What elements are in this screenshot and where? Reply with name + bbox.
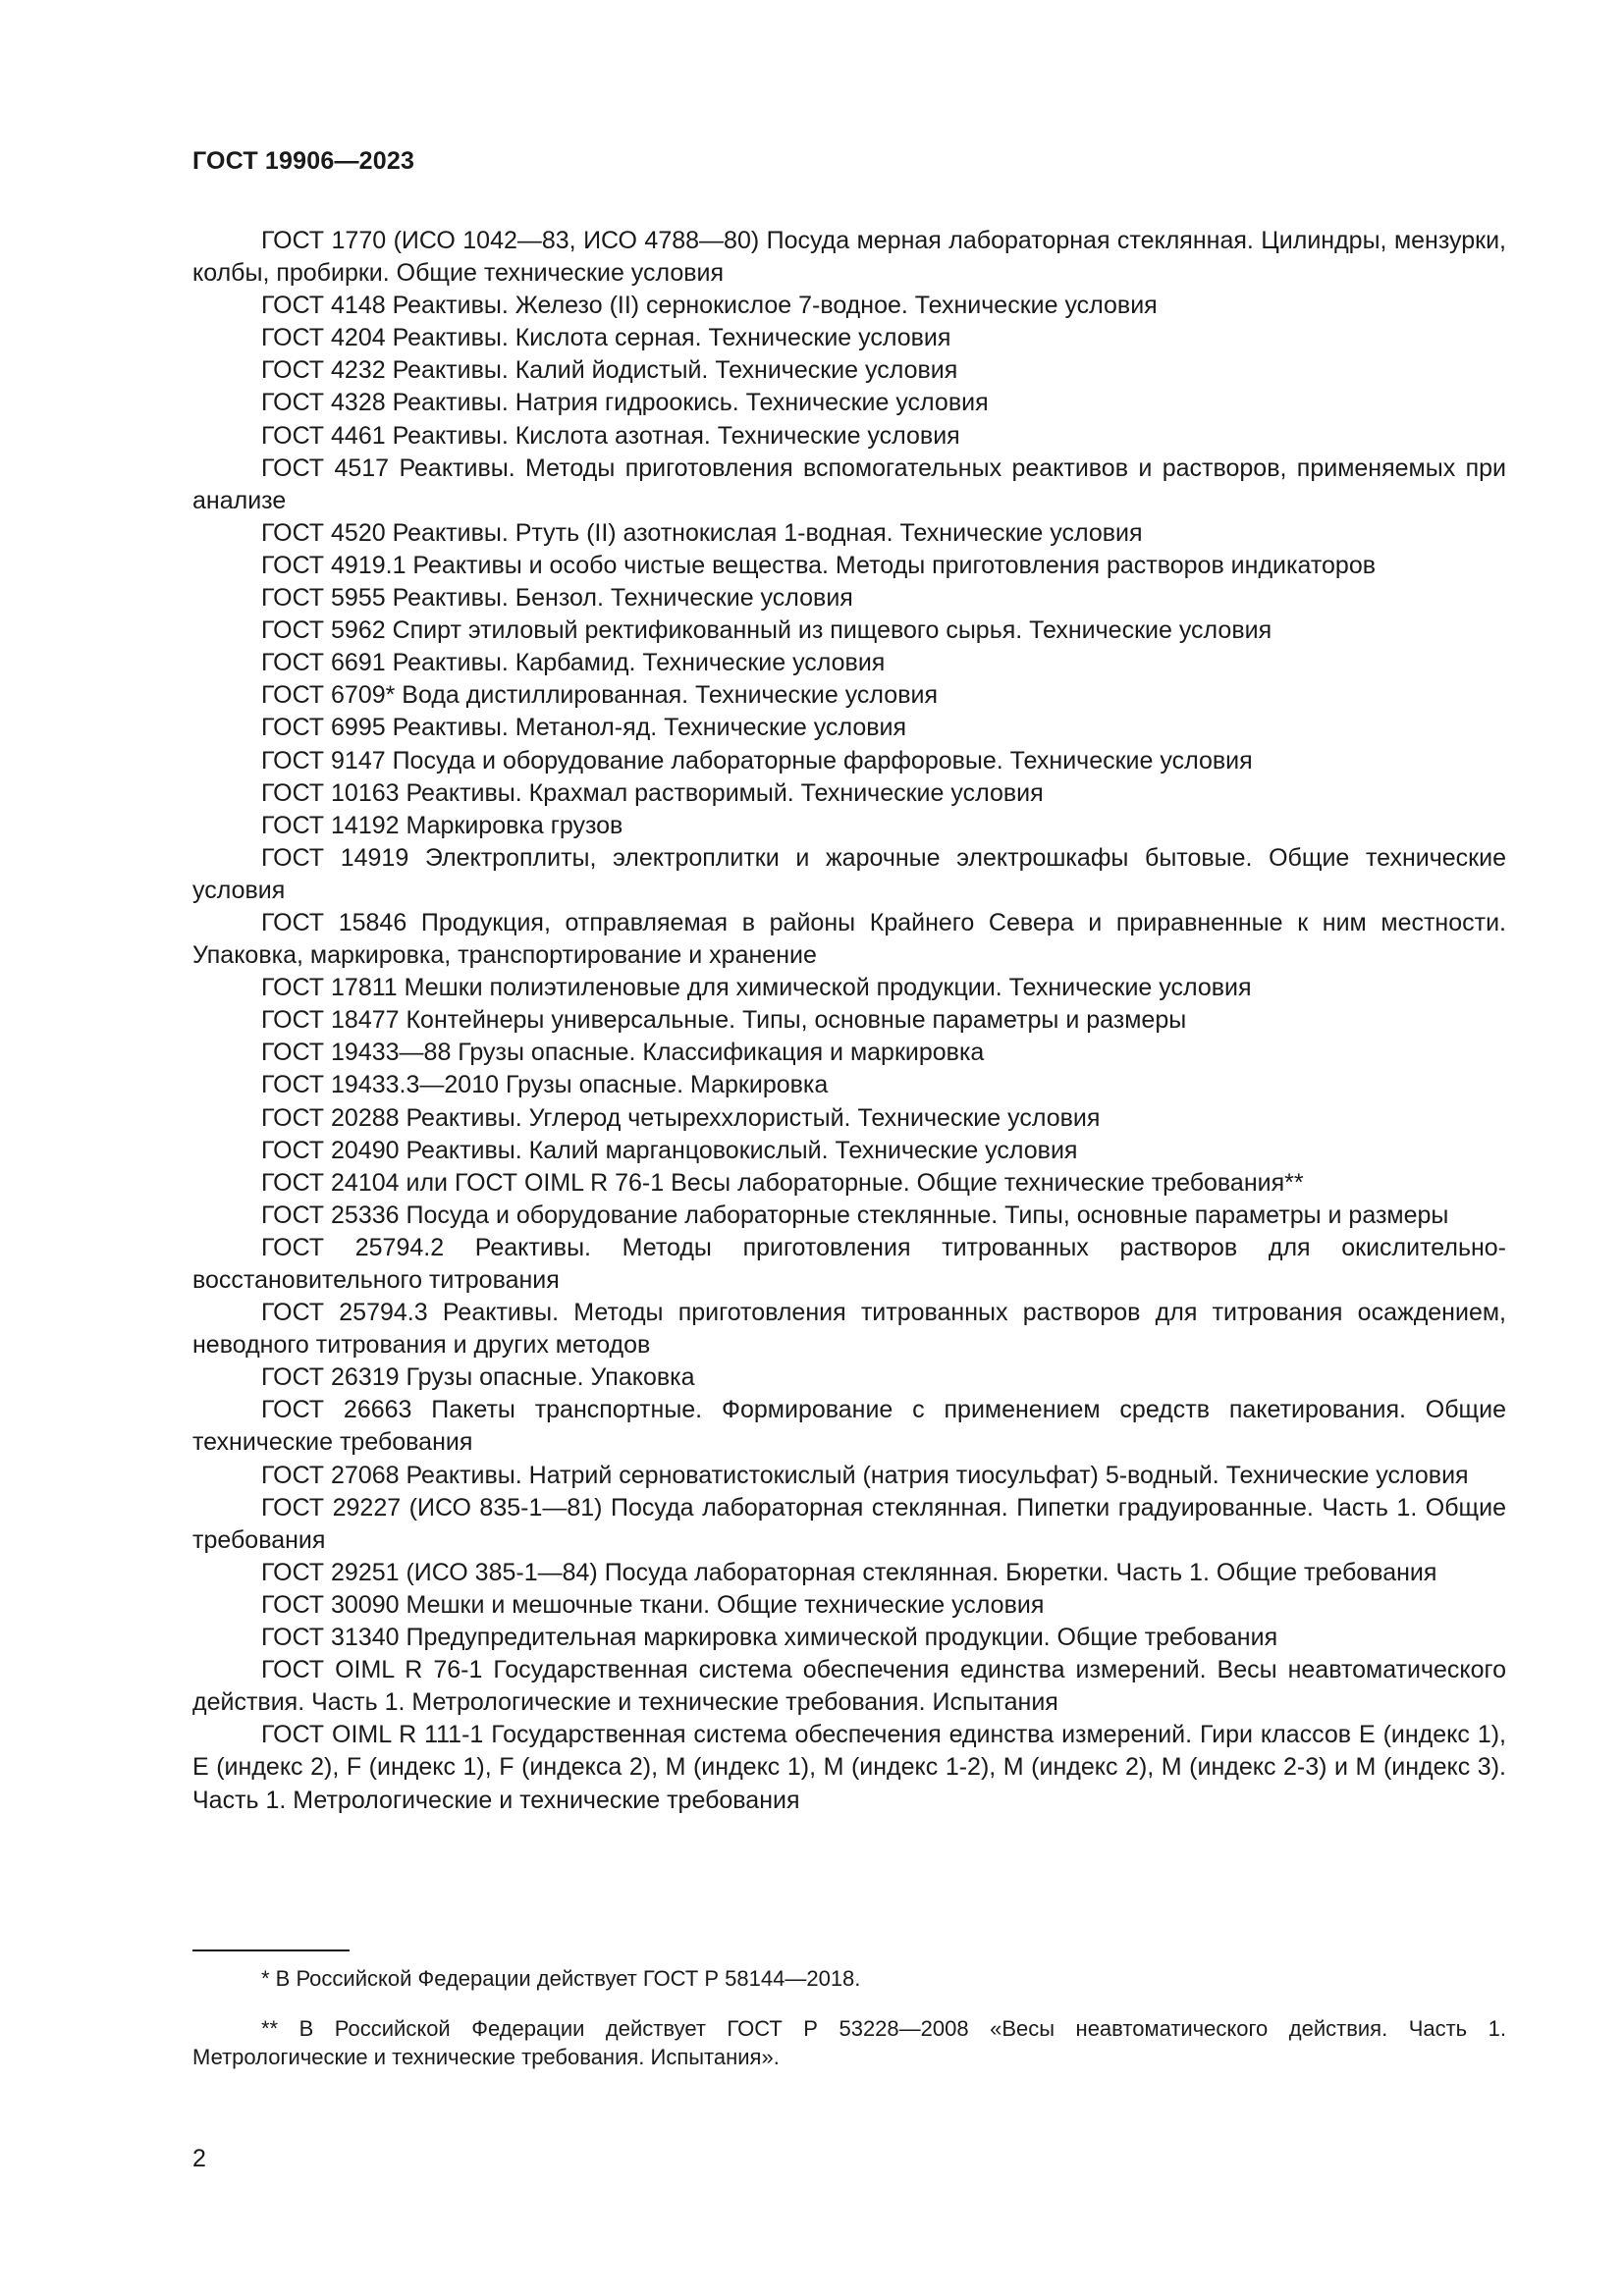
reference-item: ГОСТ 14919 Электроплиты, электроплитки и жарочные электрошкафы бытовые. Общие технические условия	[192, 843, 1506, 904]
reference-item: ГОСТ 20490 Реактивы. Калий марганцовокислый. Технические условия	[261, 1136, 1078, 1164]
reference-item: ГОСТ 4517 Реактивы. Методы приготовления вспомогательных реактивов и растворов, применяемых при анализе	[192, 454, 1506, 514]
footnote-item: ** В Российской Федерации действует ГОСТ Р 53228—2008 «Весы неавтоматического действия. Часть 1. Метрологические и технические требования. Испытания».	[192, 2016, 1506, 2069]
reference-item: ГОСТ 29227 (ИСО 835-1—81) Посуда лабораторная стеклянная. Пипетки градуированные. Часть 1. Общие требования	[192, 1493, 1506, 1554]
reference-item: ГОСТ 29251 (ИСО 385-1—84) Посуда лабораторная стеклянная. Бюретки. Часть 1. Общие требования	[261, 1558, 1437, 1586]
reference-item: ГОСТ 24104 или ГОСТ OIML R 76-1 Весы лабораторные. Общие технические требования**	[261, 1168, 1304, 1197]
reference-item: ГОСТ 6691 Реактивы. Карбамид. Технические условия	[261, 649, 886, 677]
reference-item: ГОСТ 17811 Мешки полиэтиленовые для химической продукции. Технические условия	[261, 974, 1252, 1002]
reference-item: ГОСТ 26319 Грузы опасные. Упаковка	[261, 1363, 695, 1392]
reference-item: ГОСТ 4461 Реактивы. Кислота азотная. Технические условия	[261, 421, 960, 450]
reference-item: ГОСТ 18477 Контейнеры универсальные. Типы, основные параметры и размеры	[261, 1006, 1187, 1035]
document-header: ГОСТ 19906—2023	[192, 147, 415, 175]
reference-item: ГОСТ 25794.2 Реактивы. Методы приготовления титрованных растворов для окислительно-восстановительного титрования	[192, 1233, 1506, 1294]
reference-item: ГОСТ 5962 Спирт этиловый ректификованный из пищевого сырья. Технические условия	[261, 616, 1272, 645]
reference-item: ГОСТ 1770 (ИСО 1042—83, ИСО 4788—80) Посуда мерная лабораторная стеклянная. Цилиндры, мензурки, колбы, пробирки. Общие технические условия	[192, 227, 1506, 288]
page-number: 2	[192, 2145, 206, 2172]
reference-item: ГОСТ 25794.3 Реактивы. Методы приготовления титрованных растворов для титрования осаждением, неводного титрования и других методов	[192, 1299, 1506, 1360]
reference-item: ГОСТ 25336 Посуда и оборудование лабораторные стеклянные. Типы, основные параметры и размеры	[261, 1201, 1449, 1229]
reference-item: ГОСТ OIML R 76-1 Государственная система обеспечения единства измерений. Весы неавтоматического действия. Часть 1. Метрологические и технические требования. Испытания	[192, 1656, 1506, 1717]
reference-item: ГОСТ 4204 Реактивы. Кислота серная. Технические условия	[261, 324, 951, 352]
reference-item: ГОСТ 19433—88 Грузы опасные. Классификация и маркировка	[261, 1039, 985, 1067]
reference-item: ГОСТ 10163 Реактивы. Крахмал растворимый. Технические условия	[261, 778, 1044, 807]
reference-item: ГОСТ 4919.1 Реактивы и особо чистые вещества. Методы приготовления растворов индикаторов	[261, 551, 1376, 579]
reference-item: ГОСТ 4148 Реактивы. Железо (II) сернокислое 7-водное. Технические условия	[261, 292, 1158, 320]
reference-item: ГОСТ 26663 Пакеты транспортные. Формирование с применением средств пакетирования. Общие технические требования	[192, 1396, 1506, 1457]
footnote-divider	[192, 1949, 350, 1951]
footnotes	[192, 1964, 1506, 2083]
reference-item: ГОСТ 6995 Реактивы. Метанол-яд. Технические условия	[261, 714, 907, 742]
reference-item: ГОСТ 20288 Реактивы. Углерод четыреххлористый. Технические условия	[261, 1103, 1101, 1132]
reference-item: ГОСТ 9147 Посуда и оборудование лабораторные фарфоровые. Технические условия	[261, 746, 1253, 774]
reference-item: ГОСТ OIML R 111-1 Государственная система обеспечения единства измерений. Гири классов E (индекс 1), E (индекс 2), F (индекс 1), F (индекса 2), M (индекс 1), M (индекс 1-2), M (индекс 2), M (индекс 2-3) и M (индекс 3). Часть 1. Метрологические и технические требования	[192, 1721, 1506, 1814]
reference-item: ГОСТ 4328 Реактивы. Натрия гидроокись. Технические условия	[261, 389, 989, 417]
reference-item: ГОСТ 4520 Реактивы. Ртуть (II) азотнокислая 1-водная. Технические условия	[261, 518, 1143, 547]
reference-item: ГОСТ 15846 Продукция, отправляемая в районы Крайнего Севера и приравненные к ним местности. Упаковка, маркировка, транспортирование и хранение	[192, 908, 1506, 970]
footnote-item: * В Российской Федерации действует ГОСТ Р 58144—2018.	[261, 1966, 861, 1991]
reference-item: ГОСТ 27068 Реактивы. Натрий серноватистокислый (натрия тиосульфат) 5-водный. Технические условия	[261, 1461, 1469, 1489]
reference-item: ГОСТ 6709* Вода дистиллированная. Технические условия	[261, 681, 938, 710]
reference-item: ГОСТ 14192 Маркировка грузов	[261, 811, 623, 839]
reference-item: ГОСТ 4232 Реактивы. Калий йодистый. Технические условия	[261, 356, 958, 385]
reference-item: ГОСТ 19433.3—2010 Грузы опасные. Маркировка	[261, 1071, 829, 1099]
normative-references-list	[192, 225, 1506, 1817]
reference-item: ГОСТ 5955 Реактивы. Бензол. Технические условия	[261, 584, 853, 613]
reference-item: ГОСТ 30090 Мешки и мешочные ткани. Общие технические условия	[261, 1590, 1045, 1619]
reference-item: ГОСТ 31340 Предупредительная маркировка химической продукции. Общие требования	[261, 1624, 1278, 1652]
